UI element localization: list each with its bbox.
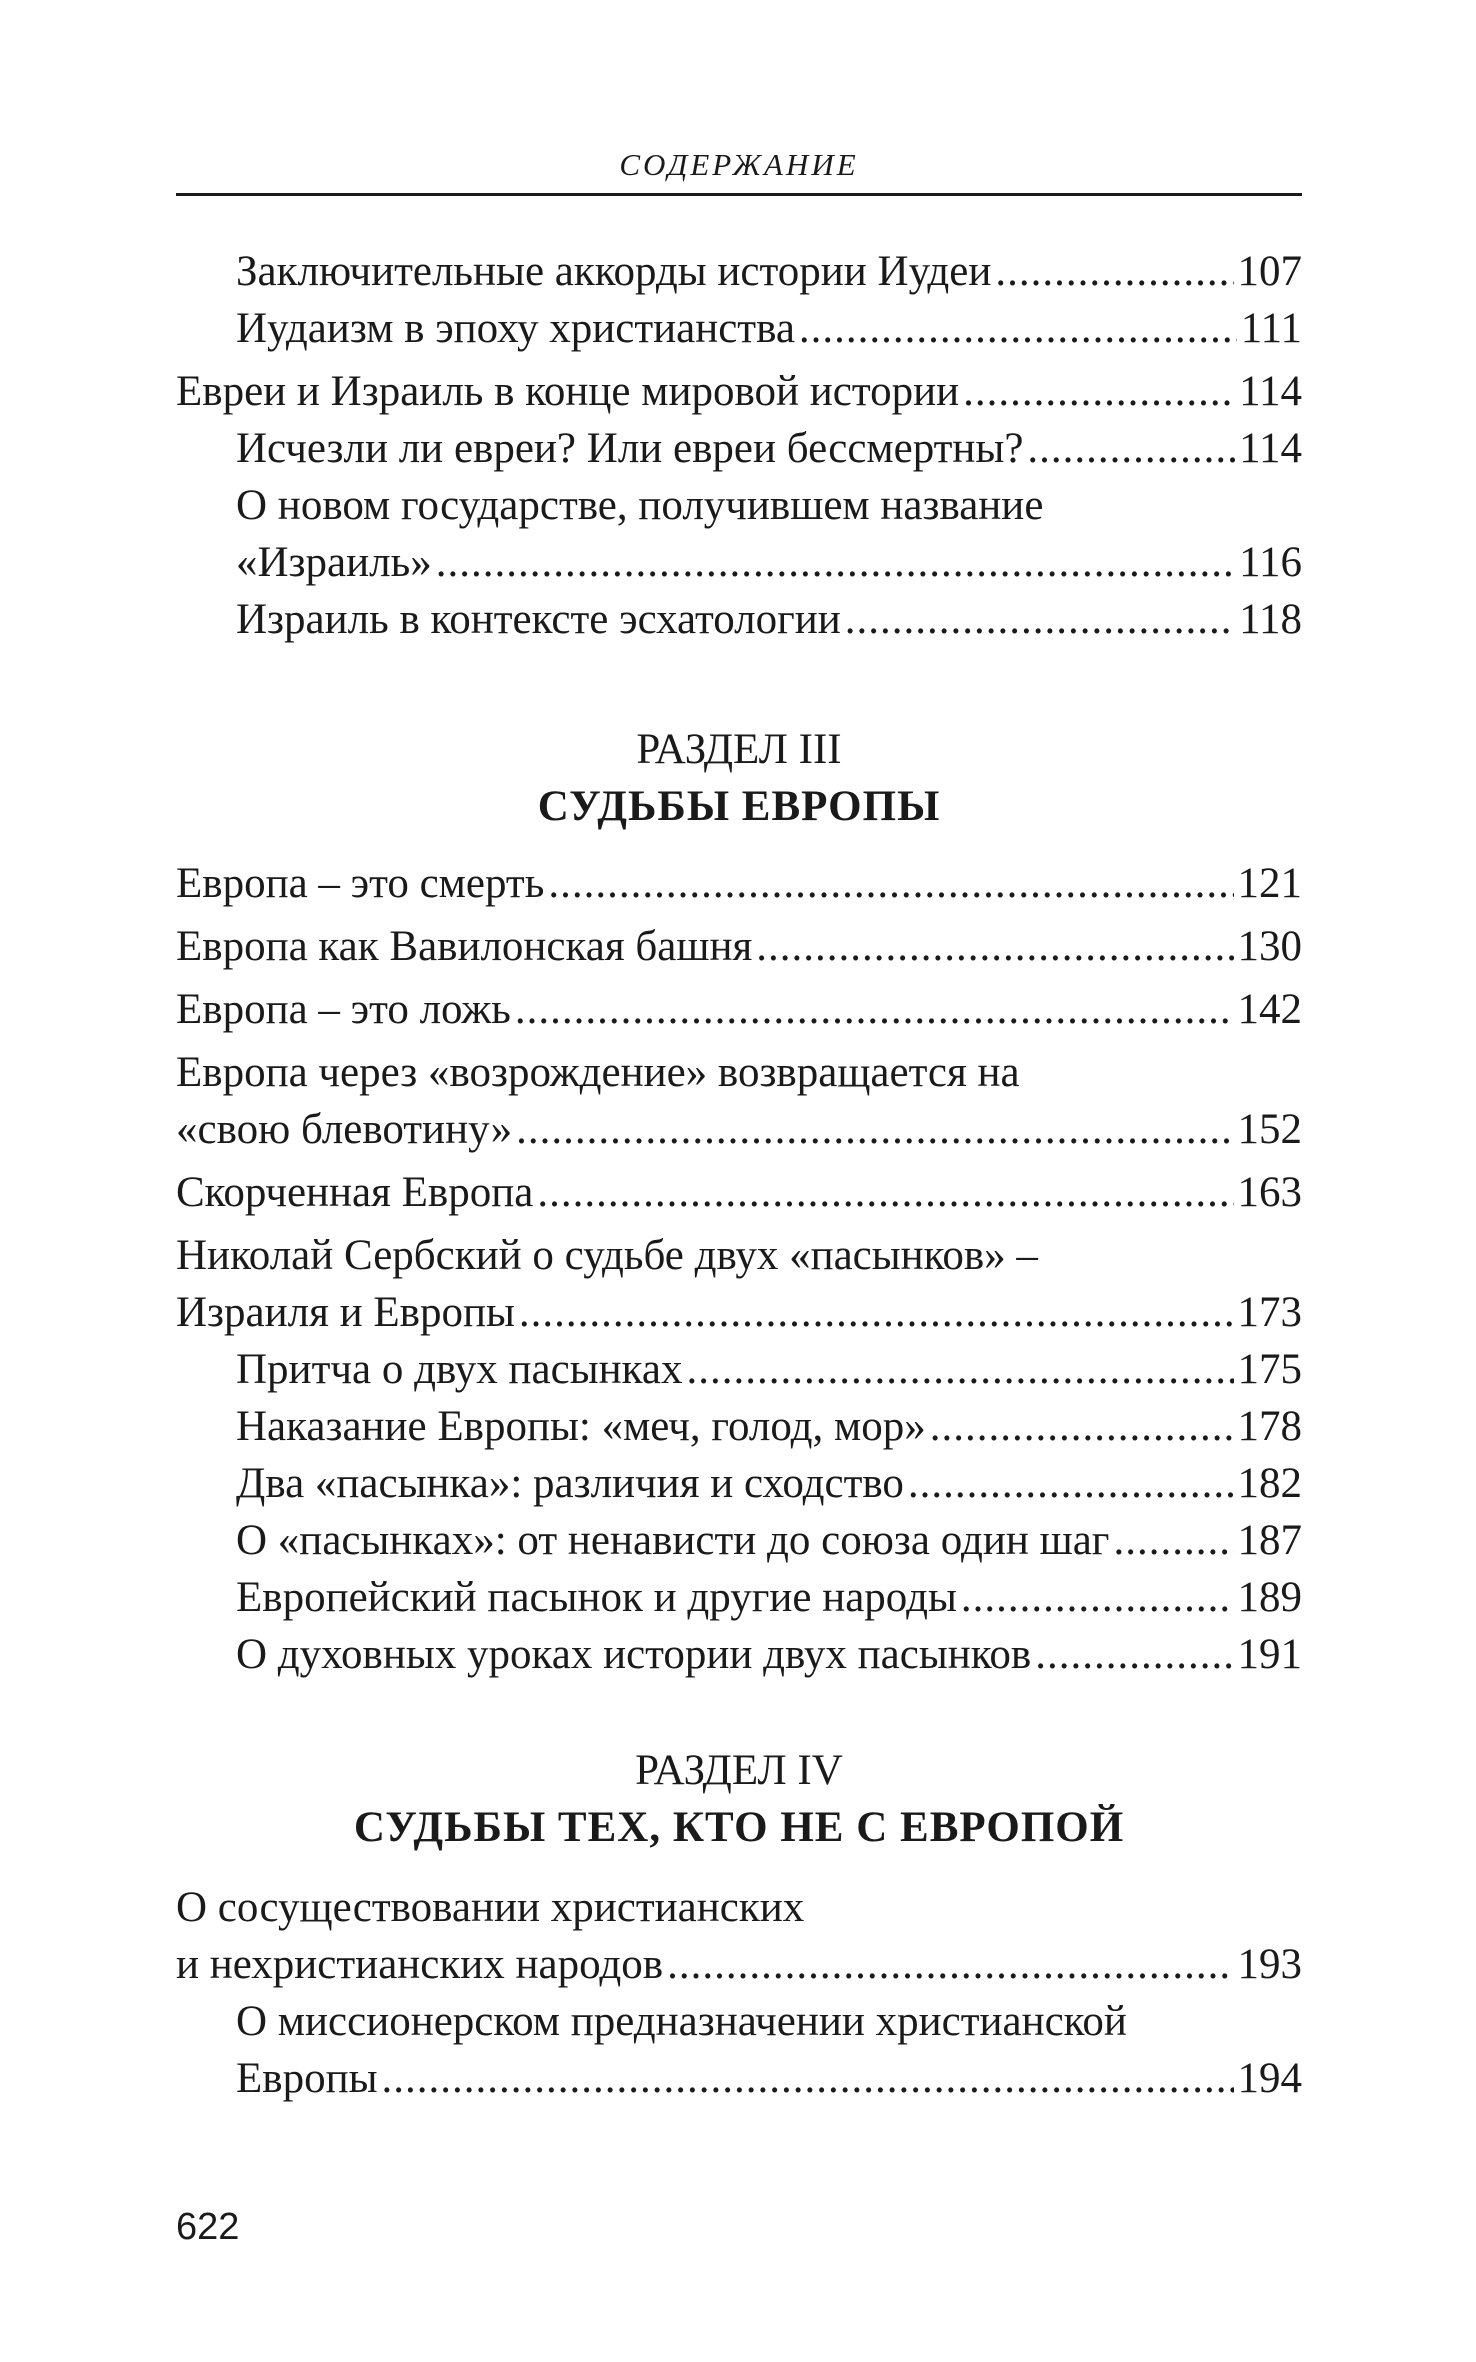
toc-entry-page: 191 bbox=[1237, 1631, 1302, 1678]
toc-leader-dots bbox=[1027, 420, 1235, 477]
toc-entry-title: Израиля и Европы bbox=[176, 1289, 515, 1336]
toc-entry bbox=[176, 363, 1302, 420]
toc-entry-page: 121 bbox=[1237, 860, 1302, 907]
toc-entry-title: Евреи и Израиль в конце мировой истории bbox=[176, 368, 960, 415]
toc-entry-page: 194 bbox=[1237, 2055, 1302, 2102]
toc-entry bbox=[176, 1341, 1302, 1398]
toc-entry-page: 130 bbox=[1237, 923, 1302, 970]
toc-entry-page: 175 bbox=[1237, 1346, 1302, 1393]
toc-leader-dots bbox=[799, 300, 1237, 357]
toc-entry-title: Исчезли ли евреи? Или евреи бессмертны? bbox=[236, 425, 1024, 472]
toc-entry bbox=[176, 300, 1302, 357]
toc-entry-title: Европа – это смерть bbox=[176, 860, 545, 907]
toc-entry bbox=[176, 1044, 1302, 1101]
toc-entry bbox=[176, 420, 1302, 477]
toc-entry bbox=[176, 477, 1302, 534]
toc-entry-title: Иудаизм в эпоху христианства bbox=[236, 305, 795, 352]
section-heading bbox=[176, 1742, 1302, 1856]
toc-entry-page: 142 bbox=[1237, 986, 1302, 1033]
toc-entry bbox=[176, 1993, 1302, 2050]
toc-entry-title: Израиль в контексте эсхатологии bbox=[236, 596, 841, 643]
toc-entry-title: Европа – это ложь bbox=[176, 986, 511, 1033]
toc-entry-title: Притча о двух пасынках bbox=[236, 1346, 683, 1393]
toc-entry-page: 114 bbox=[1239, 425, 1302, 472]
toc-block-top bbox=[176, 243, 1302, 648]
toc-leader-dots bbox=[667, 1936, 1233, 1993]
toc-entry-title: «Израиль» bbox=[236, 539, 432, 586]
toc-leader-dots bbox=[961, 1569, 1234, 1626]
toc-entry bbox=[176, 1455, 1302, 1512]
toc-entry-title: Скорченная Европа bbox=[176, 1169, 534, 1216]
toc-entry bbox=[176, 1164, 1302, 1221]
toc-leader-dots bbox=[519, 1284, 1234, 1341]
toc-leader-dots bbox=[756, 918, 1233, 975]
toc-entry-page: 152 bbox=[1237, 1106, 1302, 1153]
toc-entry-title: Европейский пасынок и другие народы bbox=[236, 1574, 957, 1621]
toc-entry-title: О духовных уроках истории двух пасынков bbox=[236, 1631, 1032, 1678]
toc-entry-title: О «пасынках»: от ненависти до союза один шаг bbox=[236, 1517, 1110, 1564]
toc-leader-dots bbox=[548, 855, 1233, 912]
toc-entry bbox=[176, 2050, 1302, 2107]
section-label: РАЗДЕЛ III bbox=[636, 726, 842, 773]
toc-leader-dots bbox=[436, 534, 1235, 591]
page-number: 622 bbox=[176, 2206, 240, 2248]
toc-leader-dots bbox=[1113, 1512, 1233, 1569]
toc-leader-dots bbox=[995, 243, 1233, 300]
toc-entry bbox=[176, 1227, 1302, 1284]
running-head: СОДЕРЖАНИЕ bbox=[619, 147, 859, 182]
toc-entry bbox=[176, 981, 1302, 1038]
toc-entry-title: Европы bbox=[236, 2055, 378, 2102]
toc-entry bbox=[176, 1398, 1302, 1455]
toc-leader-dots bbox=[908, 1455, 1234, 1512]
section-label: РАЗДЕЛ IV bbox=[635, 1747, 843, 1794]
section-title: СУДЬБЫ ТЕХ, КТО НЕ С ЕВРОПОЙ bbox=[353, 1804, 1125, 1851]
toc-entry bbox=[176, 918, 1302, 975]
toc-entry-page: 173 bbox=[1237, 1289, 1302, 1336]
toc-entry-title: и нехристианских народов bbox=[176, 1941, 664, 1988]
toc-entry bbox=[176, 1569, 1302, 1626]
toc-leader-dots bbox=[845, 591, 1235, 648]
toc-entry-title: Европа через «возрождение» возвращается на bbox=[176, 1049, 1020, 1096]
toc-entry-page: 178 bbox=[1237, 1403, 1302, 1450]
toc-leader-dots bbox=[963, 363, 1235, 420]
toc-entry bbox=[176, 1101, 1302, 1158]
toc-entry bbox=[176, 1626, 1302, 1683]
toc-leader-dots bbox=[686, 1341, 1233, 1398]
toc-entry bbox=[176, 1879, 1302, 1936]
toc-entry-title: Два «пасынка»: различия и сходство bbox=[236, 1460, 904, 1507]
toc-block-section3 bbox=[176, 855, 1302, 1683]
toc-entry bbox=[176, 534, 1302, 591]
toc-entry bbox=[176, 591, 1302, 648]
toc-leader-dots bbox=[1035, 1626, 1233, 1683]
toc-entry-title: О миссионерском предназначении христианской bbox=[236, 1998, 1127, 2045]
section-title: СУДЬБЫ ЕВРОПЫ bbox=[537, 783, 941, 830]
toc-entry-page: 189 bbox=[1237, 1574, 1302, 1621]
toc-block-section4 bbox=[176, 1879, 1302, 2107]
toc-entry-title: Николай Сербский о судьбе двух «пасынков» – bbox=[176, 1232, 1038, 1279]
section-heading bbox=[176, 721, 1302, 835]
toc-entry bbox=[176, 1512, 1302, 1569]
toc-entry bbox=[176, 1936, 1302, 1993]
toc-leader-dots bbox=[930, 1398, 1234, 1455]
toc-entry-title: О новом государстве, получившем название bbox=[236, 482, 1044, 529]
toc-entry-page: 182 bbox=[1237, 1460, 1302, 1507]
toc-leader-dots bbox=[515, 981, 1234, 1038]
toc-entry-page: 116 bbox=[1239, 539, 1302, 586]
toc-entry-page: 107 bbox=[1237, 248, 1302, 295]
toc-entry bbox=[176, 855, 1302, 912]
toc-entry-page: 163 bbox=[1237, 1169, 1302, 1216]
toc-entry-page: 193 bbox=[1237, 1941, 1302, 1988]
toc-entry bbox=[176, 1284, 1302, 1341]
toc-leader-dots bbox=[537, 1164, 1233, 1221]
toc-entry bbox=[176, 243, 1302, 300]
toc-entry-page: 118 bbox=[1239, 596, 1302, 643]
toc-entry-title: Наказание Европы: «меч, голод, мор» bbox=[236, 1403, 926, 1450]
toc-entry-title: Европа как Вавилонская башня bbox=[176, 923, 753, 970]
toc-leader-dots bbox=[381, 2050, 1233, 2107]
toc-entry-page: 114 bbox=[1239, 368, 1302, 415]
toc-entry-title: Заключительные аккорды истории Иудеи bbox=[236, 248, 992, 295]
toc-entry-title: «свою блевотину» bbox=[176, 1106, 513, 1153]
running-head-rule bbox=[176, 193, 1302, 196]
toc-entry-title: О сосуществовании христианских bbox=[176, 1884, 805, 1931]
toc-leader-dots bbox=[516, 1101, 1233, 1158]
toc-entry-page: 187 bbox=[1237, 1517, 1302, 1564]
toc-entry-page: 111 bbox=[1240, 305, 1302, 352]
